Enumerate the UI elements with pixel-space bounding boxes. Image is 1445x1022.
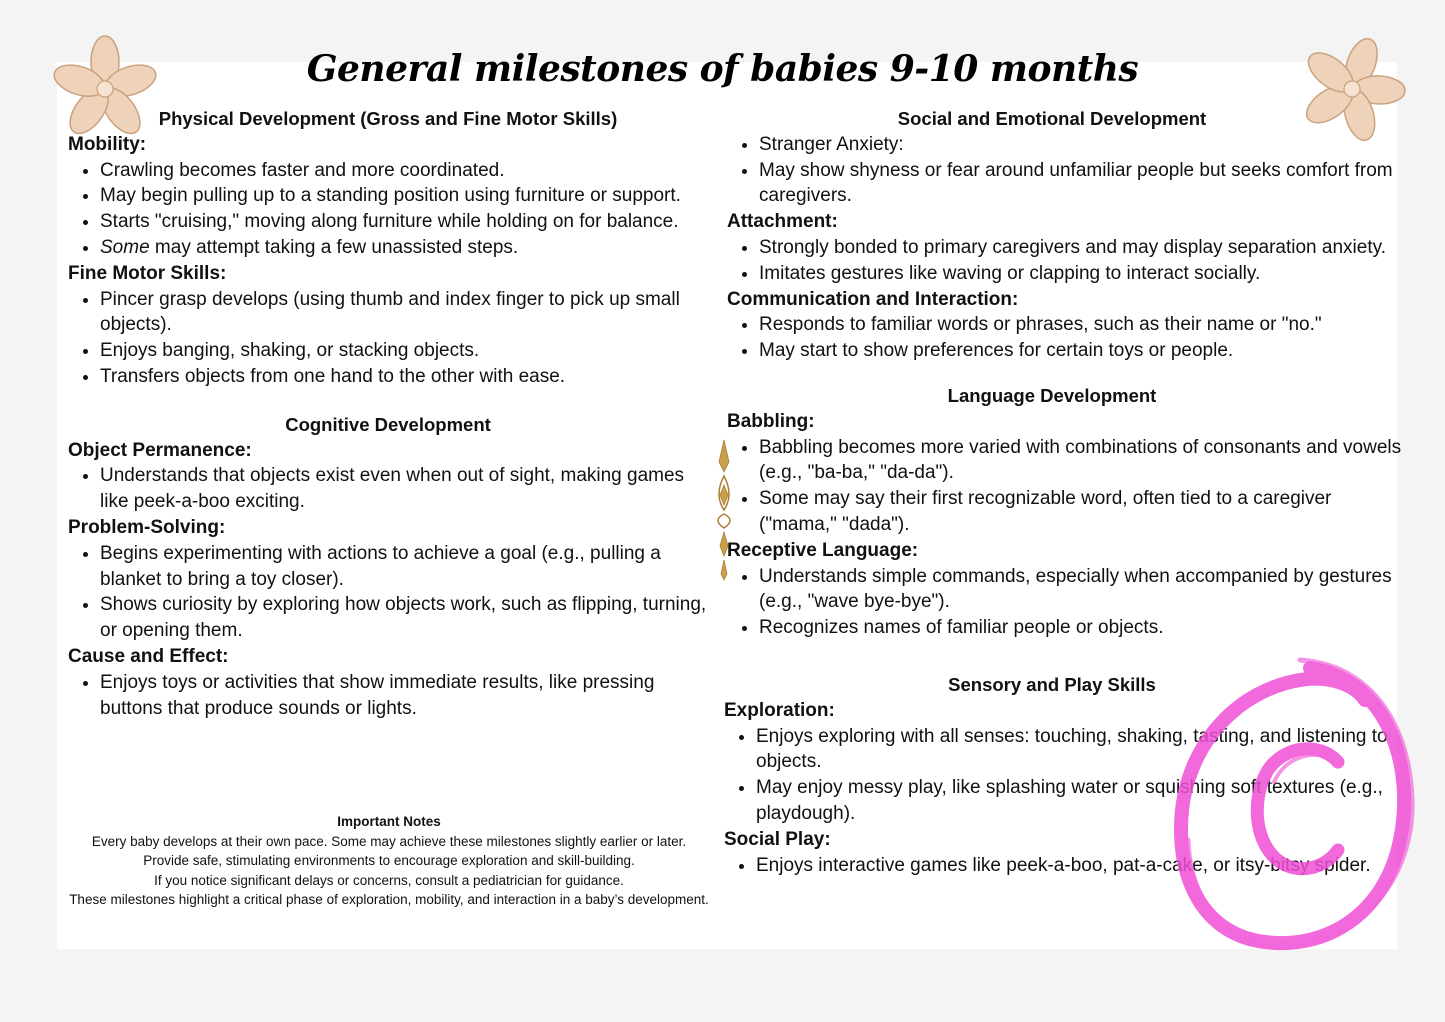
list-item: • Crawling becomes faster and more coordinated. [100,158,708,184]
receptive-language-list [724,564,1404,641]
physical-development-heading: Physical Development (Gross and Fine Motor Skills) [158,108,618,129]
list-item: • Understands that objects exist even when out of sight, making games like peek-a-boo exciting. [100,463,708,515]
list-item: • May begin pulling up to a standing position using furniture or support. [100,183,708,209]
list-item: • Enjoys interactive games like peek-a-boo, pat-a-cake, or itsy-bitsy spider. [756,853,1404,879]
cause-effect-list [68,670,708,722]
list-item [100,235,708,261]
fine-motor-label: Fine Motor Skills: [68,262,227,284]
list-item: • Babbling becomes more varied with combinations of consonants and vowels (e.g., "ba-ba," "da-da"). [759,435,1404,487]
sensory-play-heading: Sensory and Play Skills [948,673,1156,695]
list-item: • Shows curiosity by exploring how objects work, such as flipping, turning, or opening them. [100,592,708,644]
list-item: • Recognizes names of familiar people or objects. [759,615,1404,641]
list-item: • Responds to familiar words or phrases, such as their name or "no." [759,312,1404,338]
emphasis-text: Some [100,236,150,258]
list-item: • Enjoys banging, shaking, or stacking objects. [100,338,708,364]
list-item: • Pincer grasp develops (using thumb and index finger to pick up small objects). [100,287,708,339]
list-item: • May start to show preferences for certain toys or people. [759,338,1404,364]
list-item: • Stranger Anxiety: [759,132,1404,158]
object-permanence-list [68,463,708,515]
copyright-stamp-icon [1160,650,1420,960]
babbling-label: Babbling: [727,410,815,432]
list-item-text: may attempt taking a few unassisted steps. [149,236,519,258]
list-item: • Imitates gestures like waving or clapping to interact socially. [759,261,1404,287]
language-development-heading: Language Development [947,384,1157,406]
object-permanence-label: Object Permanence: [68,439,252,461]
fine-motor-list [68,287,708,390]
list-item: • Some may say their first recognizable word, often tied to a caregiver ("mama," "dada"). [759,486,1404,538]
problem-solving-list [68,541,708,644]
exploration-label: Exploration: [724,699,835,721]
page-title: General milestones of babies 9-10 months [306,48,1139,90]
communication-list [724,312,1404,364]
list-item: • Enjoys exploring with all senses: touching, shaking, tasting, and listening to objects. [756,724,1404,776]
notes-line: Every baby develops at their own pace. Some may achieve these milestones slightly earlier or later. [91,833,687,849]
social-play-label: Social Play: [724,828,831,850]
left-column [68,106,708,721]
attachment-label: Attachment: [727,211,838,233]
mobility-label: Mobility: [68,133,147,155]
list-item: • Starts "cruising," moving along furniture while holding on for balance. [100,209,708,235]
list-item: • Transfers objects from one hand to the other with ease. [100,364,708,390]
list-item: • Strongly bonded to primary caregivers and may display separation anxiety. [759,235,1404,261]
communication-label: Communication and Interaction: [727,288,1019,310]
list-item: • Enjoys toys or activities that show immediate results, like pressing buttons that produce sounds or lights. [100,670,708,722]
cognitive-development-heading: Cognitive Development [285,413,491,435]
notes-line: These milestones highlight a critical phase of exploration, mobility, and interaction in a baby’s development. [69,892,709,907]
important-notes [68,812,710,910]
notes-title: Important Notes [337,814,441,829]
notes-line: If you notice significant delays or concerns, consult a pediatrician for guidance. [154,872,624,888]
list-item: • May enjoy messy play, like splashing water or squishing soft textures (e.g., playdough). [756,775,1404,827]
problem-solving-label: Problem-Solving: [68,516,226,538]
cause-effect-label: Cause and Effect: [68,645,229,667]
notes-line: Provide safe, stimulating environments to encourage exploration and skill-building. [143,853,635,868]
stranger-anxiety-list [724,132,1404,209]
babbling-list [724,435,1404,538]
receptive-language-label: Receptive Language: [727,539,919,561]
list-item: • Understands simple commands, especially when accompanied by gestures (e.g., "wave bye-bye"). [759,564,1404,616]
mobility-list [68,158,708,261]
list-item: • Begins experimenting with actions to achieve a goal (e.g., pulling a blanket to bring a toy closer). [100,541,708,593]
attachment-list [724,235,1404,287]
social-emotional-heading: Social and Emotional Development [897,108,1207,129]
list-item: • May show shyness or fear around unfamiliar people but seeks comfort from caregivers. [759,158,1404,210]
